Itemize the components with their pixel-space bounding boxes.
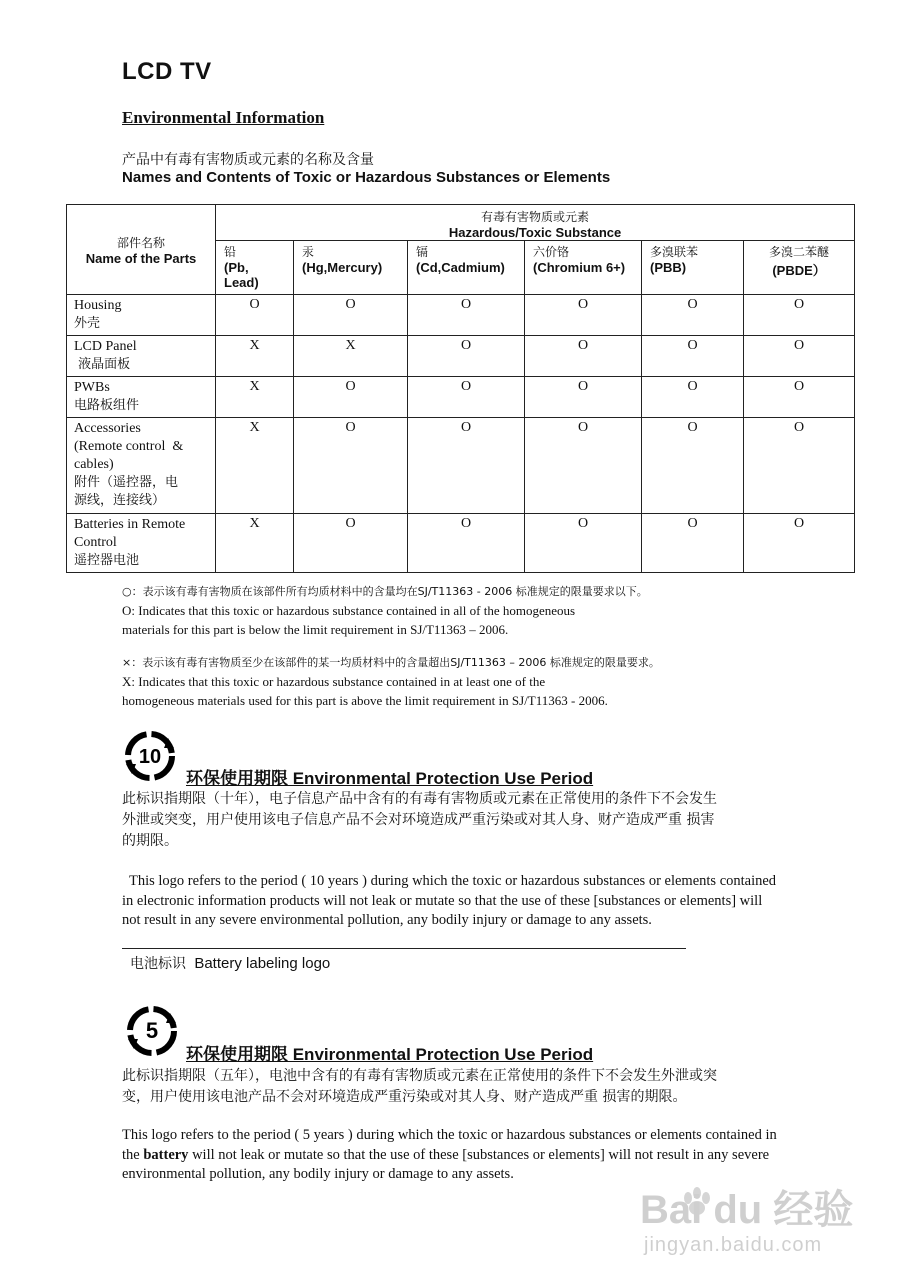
note-o-legend	[122, 582, 842, 639]
col-cn: 汞	[302, 245, 315, 259]
paragraph-line: not result in any severe environmental pollution, any bodily injury or damage to any assets.	[122, 912, 652, 928]
value-cell: O	[744, 514, 855, 573]
paragraph-line: 此标识指期限（十年），电子信息产品中含有的有毒有害物质或元素在正常使用的条件下不会发生	[122, 791, 717, 807]
value-cell: O	[525, 418, 642, 514]
col-en: (Hg,Mercury)	[302, 260, 383, 275]
note-o-en: O: Indicates that this toxic or hazardous substance contained in all of the homogeneous	[122, 603, 576, 618]
part-name-cn: 源线，连接线）	[74, 493, 166, 508]
col-en: (Chromium 6+)	[533, 260, 626, 275]
part-name-en: LCD Panel	[74, 339, 137, 354]
period-10-description-cn	[122, 789, 838, 852]
part-name-en: PWBs	[74, 380, 110, 395]
paragraph-line: This logo refers to the period ( 10 years ) during which the toxic or hazardous substances or elements contained	[122, 873, 777, 889]
substance-group-header	[216, 205, 855, 241]
watermark-url: jingyan.baidu.com	[644, 1234, 823, 1256]
value-cell: O	[642, 514, 744, 573]
part-name	[67, 418, 216, 514]
value-cell: O	[408, 295, 525, 336]
value-cell: O	[744, 418, 855, 514]
value-cell: O	[216, 295, 294, 336]
part-name-cn: 液晶面板	[74, 357, 131, 372]
part-name-en: cables)	[74, 457, 114, 472]
value-cell: O	[744, 377, 855, 418]
value-cell: O	[642, 336, 744, 377]
note-x-en: X: Indicates that this toxic or hazardous substance contained in at least one of the	[122, 674, 546, 689]
document-title: LCD TV	[122, 58, 212, 85]
col-en: (PBDE）	[772, 263, 826, 278]
col-header-cadmium	[408, 241, 525, 295]
value-cell: O	[294, 418, 408, 514]
period-heading-en: Environmental Protection Use Period	[288, 1045, 594, 1064]
paragraph-line: 的期限。	[122, 833, 178, 849]
battery-labeling-caption	[130, 953, 330, 973]
badge-number: 10	[138, 746, 162, 768]
paragraph-line: environmental pollution, any bodily injury or damage to any assets.	[122, 1166, 514, 1182]
value-cell: X	[216, 377, 294, 418]
col-header-chromium	[525, 241, 642, 295]
section-heading: Environmental Information	[122, 108, 325, 127]
period-heading-cn: 环保使用期限	[186, 1045, 288, 1065]
text-run: will not leak or mutate so that the use of these [substances or elements] will not result in any severe	[188, 1146, 770, 1163]
table-row-pwbs	[67, 377, 855, 418]
value-cell: O	[642, 377, 744, 418]
part-name-en: Batteries in Remote	[74, 517, 186, 532]
text-run: the	[122, 1146, 144, 1163]
table-row-batteries	[67, 514, 855, 573]
value-cell: X	[216, 514, 294, 573]
note-o-cn: ○：表示该有毒有害物质在该部件所有均质材料中的含量均在SJ/T11363 - 2006 标准规定的限量要求以下。	[122, 585, 648, 598]
substance-header-cn: 有毒有害物质或元素	[481, 210, 590, 224]
part-name-cn: 外壳	[74, 316, 101, 331]
section-divider	[122, 948, 686, 949]
part-name	[67, 336, 216, 377]
paragraph-line: 外泄或突变，用户使用该电子信息产品不会对环境造成严重污染或对其人身、财产造成严重 损害	[122, 812, 715, 828]
emphasis-battery: battery	[143, 1146, 189, 1163]
value-cell: O	[525, 336, 642, 377]
note-x-cn: ×：表示该有毒有害物质至少在该部件的某一均质材料中的含量超出SJ/T11363 – 2006 标准规定的限量要求。	[122, 656, 660, 669]
paragraph-line: in electronic information products will not leak or mutate so that the use of these [substances or elements] will	[122, 892, 763, 909]
period-5-description-cn	[122, 1066, 838, 1108]
value-cell: O	[408, 418, 525, 514]
value-cell: X	[294, 336, 408, 377]
value-cell: O	[642, 418, 744, 514]
col-en: (Cd,Cadmium)	[416, 260, 505, 275]
col-cn: 多溴二苯醚	[769, 245, 830, 259]
part-name	[67, 514, 216, 573]
col-en: (PBB)	[650, 260, 687, 275]
col-header-pbde	[744, 241, 855, 295]
part-name-en: Accessories	[74, 421, 141, 436]
parts-header-en: Name of the Parts	[85, 250, 197, 266]
value-cell: O	[525, 377, 642, 418]
parts-header-cn: 部件名称	[116, 235, 165, 250]
col-cn: 六价铬	[533, 245, 570, 259]
value-cell: O	[408, 336, 525, 377]
table-row-accessories	[67, 418, 855, 514]
value-cell: O	[744, 295, 855, 336]
parts-column-header	[67, 205, 216, 295]
value-cell: O	[408, 514, 525, 573]
part-name-en: Housing	[74, 298, 122, 313]
table-subtitle-chinese: 产品中有毒有害物质或元素的名称及含量	[122, 152, 374, 168]
battery-label-en: Battery labeling logo	[186, 955, 331, 972]
col-en: Lead)	[224, 275, 259, 290]
col-cn: 多溴联苯	[650, 245, 699, 259]
col-cn: 铅	[224, 245, 237, 259]
value-cell: X	[216, 418, 294, 514]
value-cell: O	[642, 295, 744, 336]
period-heading-cn: 环保使用期限	[186, 769, 288, 789]
paragraph-line: This logo refers to the period ( 5 years ) during which the toxic or hazardous substances or elements contained in	[122, 1127, 777, 1143]
period-10-description-en	[122, 872, 838, 931]
col-header-lead	[216, 241, 294, 295]
recycle-10-years-icon	[124, 730, 176, 782]
baidu-jingyan-watermark	[600, 1160, 860, 1270]
note-x-en: homogeneous materials used for this part is above the limit requirement in SJ/T11363 - 2006.	[122, 693, 608, 708]
badge-number: 5	[145, 1018, 159, 1043]
table-subtitle-english: Names and Contents of Toxic or Hazardous Substances or Elements	[122, 169, 611, 186]
part-name	[67, 295, 216, 336]
period-5-heading	[186, 1040, 593, 1065]
table-row-lcd-panel	[67, 336, 855, 377]
part-name-en: Control	[74, 535, 117, 550]
table-row-housing	[67, 295, 855, 336]
note-x-legend	[122, 653, 842, 710]
value-cell: O	[294, 295, 408, 336]
part-name-cn: 附件（遥控器，电	[74, 475, 179, 490]
note-o-en: materials for this part is below the limit requirement in SJ/T11363 – 2006.	[122, 622, 509, 637]
battery-label-cn: 电池标识	[130, 956, 186, 972]
value-cell: O	[744, 336, 855, 377]
period-10-heading	[186, 764, 593, 789]
hazardous-substances-table	[66, 204, 855, 573]
col-header-pbb	[642, 241, 744, 295]
value-cell: O	[294, 377, 408, 418]
col-en: (Pb,	[224, 260, 249, 275]
paragraph-line: 变，用户使用该电池产品不会对环境造成严重污染或对其人身、财产造成严重 损害的期限。	[122, 1089, 687, 1105]
watermark-brand: Bai du 经验	[640, 1188, 854, 1232]
value-cell: O	[294, 514, 408, 573]
recycle-5-years-icon	[126, 1005, 178, 1057]
part-name-cn: 电路板组件	[74, 398, 140, 413]
value-cell: O	[525, 295, 642, 336]
col-cn: 镉	[416, 245, 429, 259]
value-cell: O	[525, 514, 642, 573]
part-name-cn: 遥控器电池	[74, 553, 140, 568]
col-header-mercury	[294, 241, 408, 295]
value-cell: O	[408, 377, 525, 418]
part-name	[67, 377, 216, 418]
period-heading-en: Environmental Protection Use Period	[288, 769, 594, 788]
paragraph-line: 此标识指期限（五年），电池中含有的有毒有害物质或元素在正常使用的条件下不会发生外泄或突	[122, 1068, 717, 1084]
part-name-en: (Remote control &	[74, 439, 184, 454]
value-cell: X	[216, 336, 294, 377]
substance-header-en: Hazardous/Toxic Substance	[448, 225, 622, 240]
